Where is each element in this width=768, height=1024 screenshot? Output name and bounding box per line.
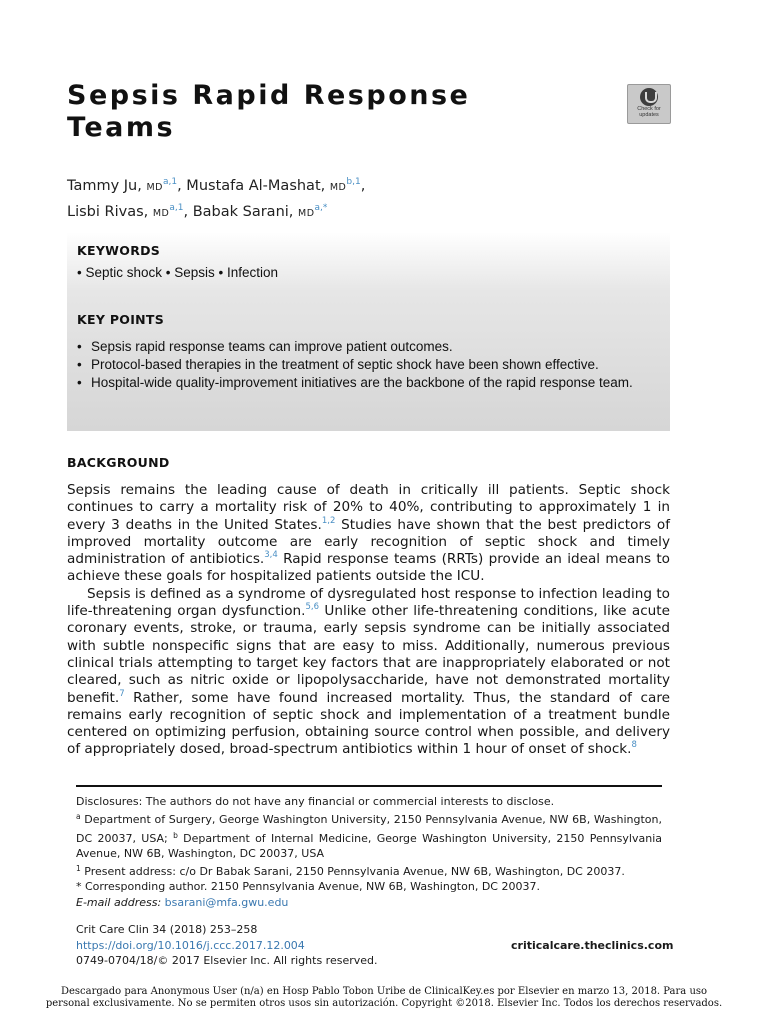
disclosures: Disclosures: The authors do not have any financial or commercial interests to disclose.: [76, 795, 555, 808]
citation-link[interactable]: 5,6: [305, 602, 320, 613]
key-point-item: • Hospital-wide quality-improvement initiatives are the backbone of the rapid response team.: [77, 375, 649, 390]
email-line: [76, 895, 662, 910]
background-body: [67, 482, 670, 759]
badge-text-1: Check for: [637, 106, 661, 112]
author-degree: MD: [152, 208, 170, 219]
author-name: , Babak Sarani,: [183, 204, 299, 220]
author-name: Tammy Ju,: [67, 178, 147, 194]
author-affiliation-link[interactable]: a,1: [162, 177, 178, 187]
paragraph: Sepsis remains the leading cause of death in critically ill patients. Septic shock continues to carry a mortality risk of 20% to 40%, contributing to approximately 1 in every 3 deaths in the United States.$^{1,2}$ Studies have shown that the best predictors of improved mortality outcome are early recognition of septic shock and timely administration of antibiotics.$^{3,4}$ Rapid response teams (RRTs) provide an ideal means to achieve these goals for hospitalized patients outside the ICU.: [67, 482, 670, 585]
email-link[interactable]: bsarani@mfa.gwu.edu: [164, 895, 289, 909]
background-heading: BACKGROUND: [67, 455, 170, 470]
key-points-heading: KEY POINTS: [77, 312, 165, 327]
author-degree: MD: [298, 208, 315, 219]
download-notice-line-1: Descargado para Anonymous User (n/a) en Hosp Pablo Tobon Uribe de ClinicalKey.es por Elsevier en marzo 13, 2018. Para uso: [60, 986, 708, 997]
author-degree: MD: [146, 182, 163, 193]
author-list: Tammy Ju, MD$^{a,1}$, Mustafa Al-Mashat, MD$^{b,1}$, Lisbi Rivas, MD$^{a,1}$, Babak Sarani, $MD^{a,*}$: [67, 177, 366, 220]
download-notice: [0, 986, 768, 1009]
badge-text-2: updates: [639, 112, 659, 118]
key-points-list: [77, 339, 649, 393]
citation-link[interactable]: 7: [119, 688, 125, 699]
paragraph: Sepsis is defined as a syndrome of dysregulated host response to infection leading to life-threatening organ dysfunction.$^{5,6}$ Unlike other life-threatening conditions, like acute coronary events, stroke, or trauma, early sepsis syndrome can be initially associated with subtle nonspecific signs that are easy to miss. Additionally, numerous previous clinical trials attempting to target key factors that are inappropriately elaborated or not cleared, such as nitric oxide or lipopolysaccharide, have not demonstrated mortality benefit.$^7$ Rather, some have found increased mortality. Thus, the standard of care remains early recognition of septic shock and implementation of a treatment bundle centered on optimizing perfusion, obtaining source control when possible, and delivery of appropriately dosed, broad-spectrum antibiotics within 1 hour of onset of shock.$^8$: [67, 585, 670, 758]
corresponding-author: * Corresponding author. 2150 Pennsylvania Avenue, NW 6B, Washington, DC 20037.: [76, 880, 540, 894]
footnote-divider: [76, 785, 662, 787]
keywords-keypoints-box: [67, 232, 670, 431]
title-line-1: Sepsis Rapid Response: [67, 80, 471, 111]
citation-link[interactable]: 3,4: [264, 550, 278, 561]
key-point-item: • Sepsis rapid response teams can improve patient outcomes.: [77, 339, 649, 354]
copyright: 0749-0704/18/© 2017 Elsevier Inc. All rights reserved.: [76, 954, 378, 967]
citation-link[interactable]: 1,2: [321, 515, 336, 526]
citation-link[interactable]: 8: [631, 740, 637, 751]
doi-link[interactable]: https://doi.org/10.1016/j.ccc.2017.12.004: [76, 938, 305, 952]
email-label: E-mail address:: [76, 895, 165, 909]
author-degree: MD: [329, 182, 347, 193]
download-notice-line-2: personal exclusivamente. No se permiten otros usos sin autorización. Copyright ©2018. Elsevier Inc. Todos los derechos reservados.: [45, 997, 723, 1009]
footnotes: [76, 794, 662, 910]
author-name: Lisbi Rivas,: [67, 204, 153, 220]
key-point-item: • Protocol-based therapies in the treatment of septic shock have been shown effective.: [77, 357, 649, 372]
author-affiliation-link[interactable]: a,1: [169, 203, 184, 213]
title-line-2: Teams: [67, 112, 176, 143]
present-address: $^1$ Present address: c/o Dr Babak Sarani, 2150 Pennsylvania Avenue, NW 6B, Washington, DC 20037.: [76, 864, 625, 879]
author-affiliation-link[interactable]: a,*: [314, 203, 328, 213]
journal-citation: Crit Care Clin 34 (2018) 253–258: [76, 923, 258, 936]
keywords-heading: KEYWORDS: [77, 243, 161, 258]
author-affiliation-link[interactable]: b,1: [346, 177, 361, 187]
check-updates-icon: [640, 88, 658, 106]
affiliations: $^a$ Department of Surgery, George Washington University, 2150 Pennsylvania Avenue, NW 6B, Washington, DC 20037, USA; $^b$ Department of Internal Medicine, George Washington University, 2150 Pennsylvania Avenue, NW 6B, Washington, DC 20037, USA: [76, 812, 662, 860]
article-title: [67, 80, 547, 144]
journal-site-link[interactable]: criticalcare.theclinics.com: [511, 939, 674, 952]
author-name: , Mustafa Al-Mashat,: [177, 178, 330, 194]
check-for-updates-badge[interactable]: [627, 84, 671, 124]
keywords-list: • Septic shock • Sepsis • Infection: [77, 265, 279, 280]
